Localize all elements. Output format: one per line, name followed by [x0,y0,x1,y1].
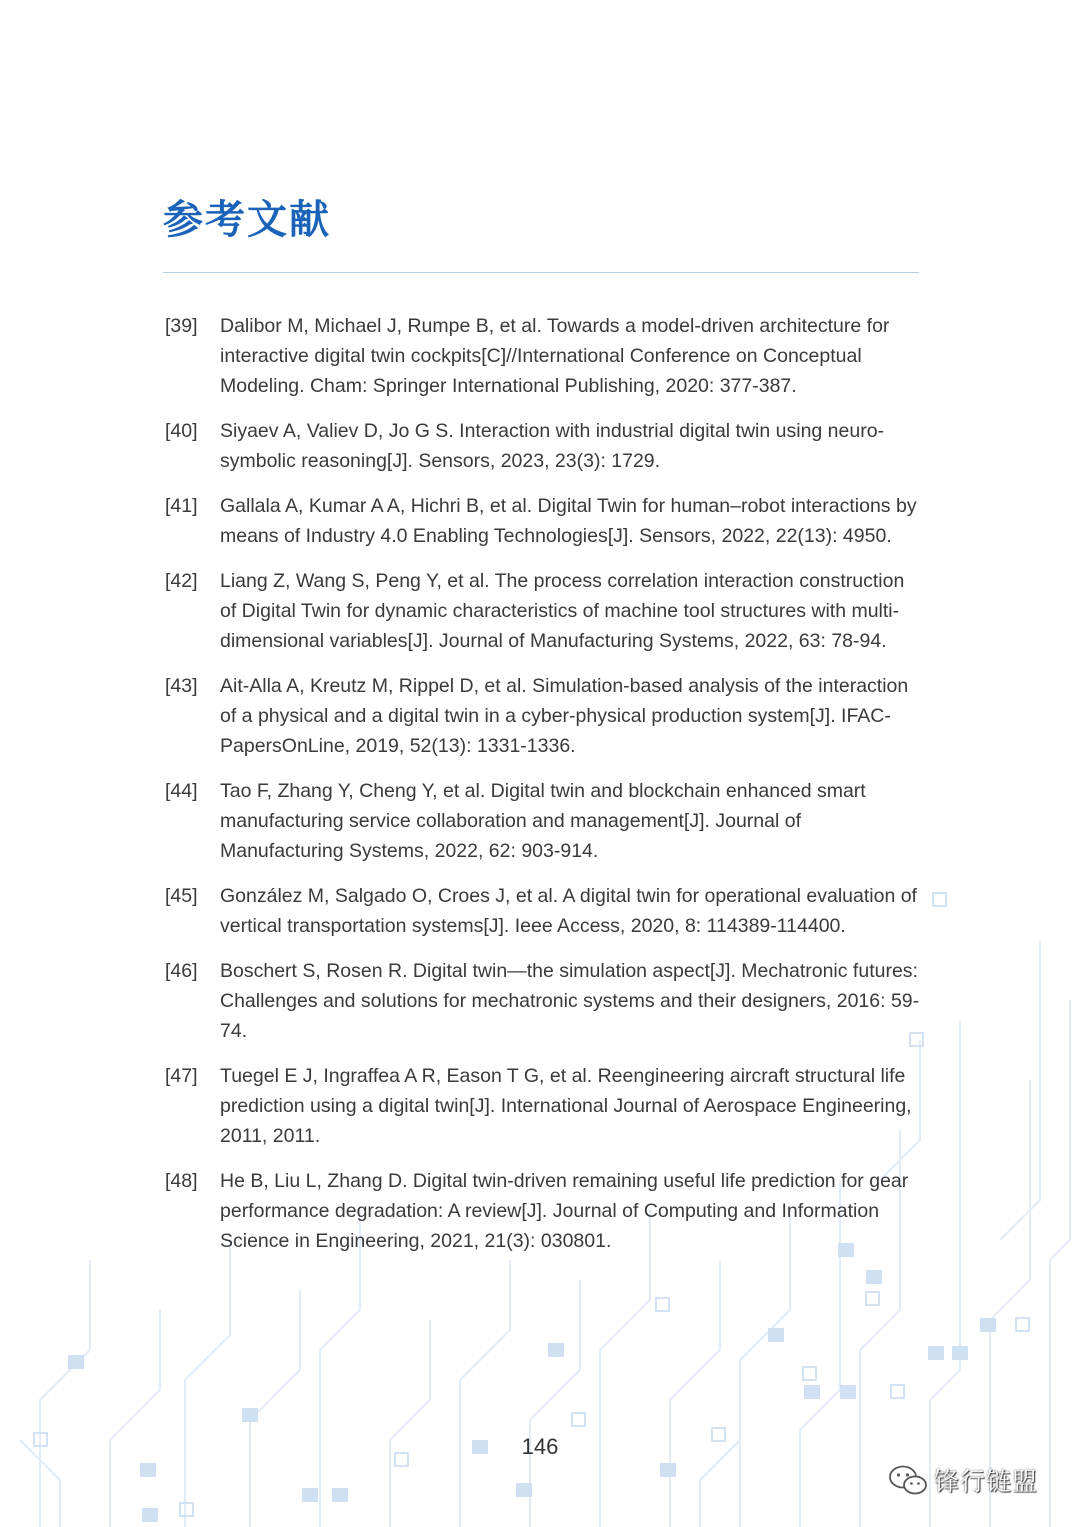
reference-item [165,566,925,656]
reference-number: [48] [165,1170,198,1192]
reference-text: Liang Z, Wang S, Peng Y, et al. The process correlation interaction construction of Digital Twin for dynamic characteristics of machine tool structures with multi-dimensional variables[J]. Journal of Manufacturing Systems, 2022, 63: 78-94. [220,570,905,652]
reference-text: Boschert S, Rosen R. Digital twin—the simulation aspect[J]. Mechatronic futures: Challenges and solutions for mechatronic systems and their designers, 2016: 59-74. [220,960,920,1042]
reference-number: [44] [165,780,198,802]
watermark [888,1462,1038,1498]
page-heading: 参考文献 [163,197,331,243]
reference-number: [41] [165,495,198,517]
reference-item [165,416,925,476]
reference-text: Gallala A, Kumar A A, Hichri B, et al. Digital Twin for human–robot interactions by means of Industry 4.0 Enabling Technologies[J]. Sensors, 2022, 22(13): 4950. [220,495,917,547]
reference-text: Tuegel E J, Ingraffea A R, Eason T G, et al. Reengineering aircraft structural life prediction using a digital twin[J]. International Journal of Aerospace Engineering, 2011, 2011. [220,1065,912,1147]
reference-text: Siyaev A, Valiev D, Jo G S. Interaction with industrial digital twin using neuro-symbolic reasoning[J]. Sensors, 2023, 23(3): 1729. [220,420,885,472]
reference-text: González M, Salgado O, Croes J, et al. A digital twin for operational evaluation of vertical transportation systems[J]. Ieee Access, 2020, 8: 114389-114400. [220,885,917,937]
reference-item [165,1061,925,1151]
reference-item [165,776,925,866]
reference-number: [43] [165,675,198,697]
reference-number: [40] [165,420,198,442]
reference-number: [42] [165,570,198,592]
reference-item [165,956,925,1046]
reference-item [165,671,925,761]
watermark-text: 锋行链盟 [934,1467,1039,1496]
reference-text: He B, Liu L, Zhang D. Digital twin-driven remaining useful life prediction for gear performance degradation: A review[J]. Journal of Computing and Information Science in Engineering, 2021, 21(3): 030801. [220,1170,909,1252]
reference-number: [45] [165,885,198,907]
wechat-icon [888,1464,928,1496]
reference-text: Ait-Alla A, Kreutz M, Rippel D, et al. Simulation-based analysis of the interaction of a physical and a digital twin in a cyber-physical production system[J]. IFAC-PapersOnLine, 2019, 52(13): 1331-1336. [220,675,909,757]
reference-item [165,311,925,401]
reference-text: Dalibor M, Michael J, Rumpe B, et al. Towards a model-driven architecture for interactive digital twin cockpits[C]//International Conference on Conceptual Modeling. Cham: Springer International Publishing, 2020: 377-387. [220,315,890,397]
reference-number: [47] [165,1065,198,1087]
reference-number: [39] [165,315,198,337]
reference-list [165,311,925,1271]
reference-text: Tao F, Zhang Y, Cheng Y, et al. Digital twin and blockchain enhanced smart manufacturing service collaboration and management[J]. Journal of Manufacturing Systems, 2022, 62: 903-914. [220,780,866,862]
page-number: 146 [521,1434,559,1459]
reference-number: [46] [165,960,198,982]
heading-divider [163,272,919,273]
reference-item [165,1166,925,1256]
reference-item [165,491,925,551]
reference-item [165,881,925,941]
